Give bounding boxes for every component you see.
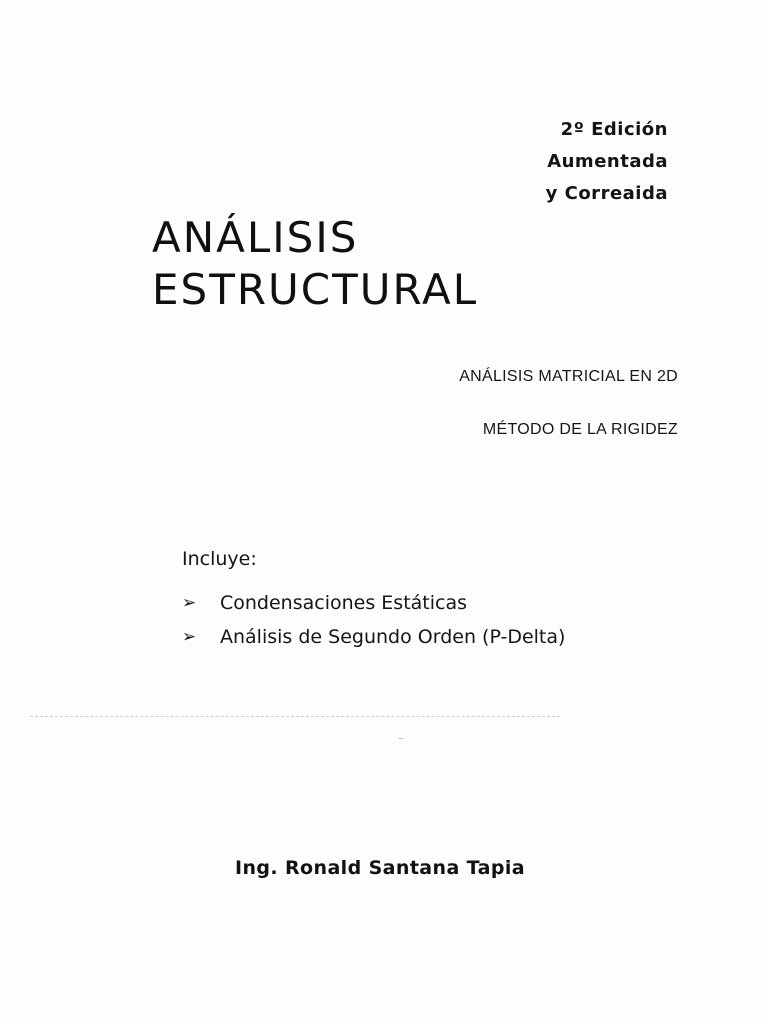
- edition-note: [546, 114, 668, 210]
- subtitle-stiffness-method: MÉTODO DE LA RIGIDEZ: [482, 421, 678, 438]
- arrow-bullet-icon: ➢: [182, 593, 197, 613]
- subtitle-matrix-analysis: ANÁLISIS MATRICIAL EN 2D: [459, 368, 678, 385]
- scan-artifact-line: [30, 716, 560, 717]
- arrow-bullet-icon: ➢: [182, 627, 197, 647]
- list-item-label: Condensaciones Estáticas: [220, 592, 467, 614]
- list-item-label: Análisis de Segundo Orden (P-Delta): [220, 626, 566, 648]
- list-item: [182, 620, 565, 654]
- scan-artifact-mark: [399, 738, 403, 739]
- book-title-line-1: ANÁLISIS: [152, 213, 359, 262]
- includes-section: [182, 546, 565, 654]
- author-name: Ing. Ronald Santana Tapia: [235, 857, 525, 879]
- edition-line-2: Aumentada: [547, 151, 668, 172]
- edition-line-3: y Correaida: [545, 183, 668, 204]
- list-item: [182, 586, 565, 620]
- edition-line-1: 2º Edición: [560, 119, 668, 140]
- book-title: [152, 212, 478, 316]
- includes-heading: Incluye:: [182, 548, 257, 570]
- includes-list: [182, 586, 565, 654]
- book-title-line-2: ESTRUCTURAL: [152, 265, 479, 314]
